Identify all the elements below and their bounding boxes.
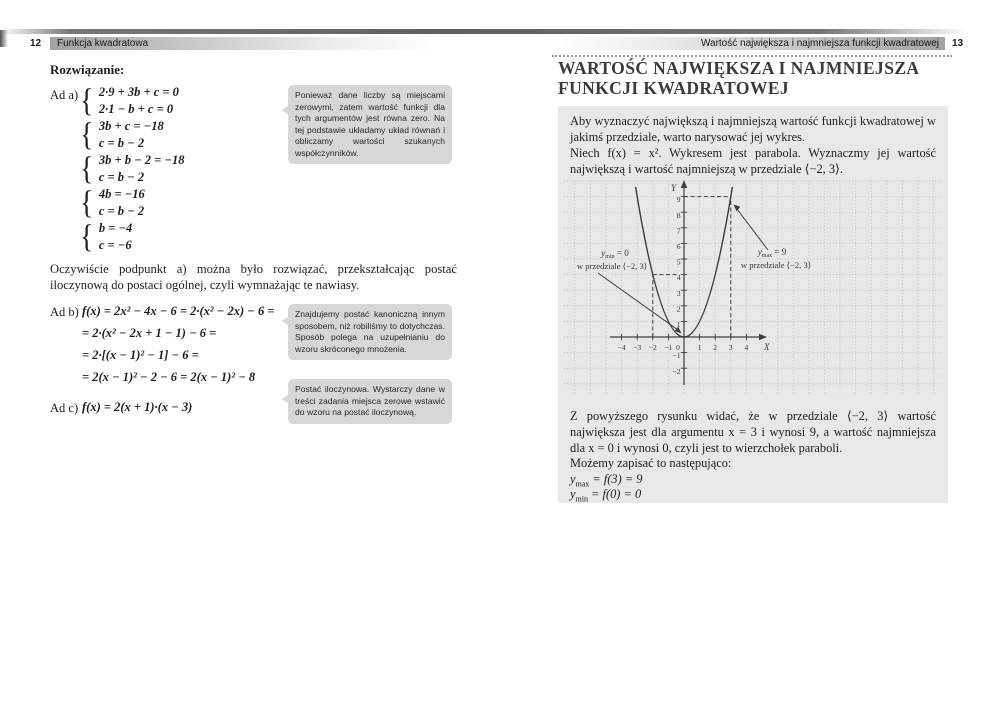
section-title-line1: WARTOŚĆ NAJWIĘKSZA I NAJMNIEJSZA: [558, 58, 920, 78]
tick-label: 1: [676, 320, 681, 329]
equation-line: 3b + b − 2 = −18: [98, 153, 185, 167]
tick-label: 4: [744, 343, 749, 352]
equation-system: [80, 84, 290, 118]
equation-line: = 2·(x² − 2x + 1 − 1) − 6 =: [82, 326, 217, 340]
annotation-ymin-label: $y_{min} = 0$: [601, 248, 629, 260]
header-bar-right: [563, 37, 945, 50]
note-line: Możemy zapisać to następująco:: [570, 456, 732, 470]
system-brace: {: [80, 219, 94, 255]
annotation-ymax-line2: w przedziale ⟨−2, 3⟩: [740, 260, 812, 270]
tick-label: 3: [728, 343, 733, 352]
annotation-ymax-label: $y_{max} = 9$: [757, 247, 787, 259]
equation-line: f(x) = 2(x + 1)·(x − 3): [82, 400, 193, 414]
callout-tail-icon: [282, 394, 289, 404]
system-brace: {: [80, 151, 94, 187]
section-title-line2: FUNKCJI KWADRATOWEJ: [558, 78, 790, 98]
intro-paragraph: Aby wyznaczyć największą i najmniejszą wartość funkcji kwadratowej w jakimś przedziale, warto narysować jej wykres.: [570, 114, 936, 144]
callout-note-a: [288, 85, 452, 164]
equation-line: = 2(x − 1)² − 2 − 6 = 2(x − 1)² − 8: [82, 370, 256, 384]
equation-line: c = b − 2: [98, 170, 145, 184]
solution-heading: Rozwiązanie:: [50, 62, 125, 77]
equation-line: = 2·[(x − 1)² − 1] − 6 =: [82, 348, 199, 362]
equation-system: [80, 118, 290, 152]
annotation-ymin-line2: w przedziale ⟨−2, 3⟩: [576, 261, 648, 271]
equation-line: c = −6: [98, 238, 132, 252]
axis-label-x: X: [764, 342, 770, 352]
tick-label: −2: [648, 343, 657, 352]
ymax-annotation-arrow: [737, 209, 768, 250]
tick-label: −3: [633, 343, 642, 352]
conclusion-paragraph: Z powyższego rysunku widać, że w przedziale ⟨−2, 3⟩ wartość największa jest dla argumentu x = 3 i wynosi 9, a wartość najmniejsza dla x = 0 i wynosi 0, czyli jest to wierzchołek paraboli.: [570, 409, 936, 455]
header-bar-left: [50, 37, 431, 50]
equation-systems: [80, 84, 290, 254]
ad-b-label: Ad b): [50, 305, 79, 319]
tick-label: 5: [676, 257, 681, 267]
ad-a-label: Ad a): [50, 88, 79, 102]
equation-system: [80, 152, 290, 186]
equation-line: 2·1 − b + c = 0: [98, 102, 174, 116]
tick-label: 3: [676, 288, 681, 298]
ymax-equation: $y_{max} = f(3) = 9$: [570, 472, 643, 489]
body-paragraph: Oczywiście podpunkt a) można było rozwiązać, przekształcając postać iloczynową do postaci ogólnej, czyli wymnażając te nawiasy.: [50, 262, 457, 292]
intro-paragraph: Niech f(x) = x². Wykresem jest parabola. Wyznaczmy jej wartość największą i wartość najmniejszą w przedziale ⟨−2, 3⟩.: [570, 146, 936, 176]
page-edge-shadow: [0, 30, 8, 47]
callout-text: Znajdujemy postać kanoniczną innym sposobem, niż robiliśmy to dotychczas. Sposób polega na uzupełnianiu do wzoru skróconego mnożenia.: [295, 309, 445, 354]
content-panel: [558, 106, 948, 503]
equation-system: [80, 220, 290, 254]
tick-label: 1: [697, 343, 702, 352]
callout-tail-icon: [282, 316, 289, 326]
callout-note-b: [288, 304, 452, 360]
equation-line: 4b = −16: [98, 187, 145, 201]
tick-label: 6: [676, 242, 681, 251]
system-brace: {: [80, 83, 94, 119]
ad-b-equations: [82, 300, 274, 388]
tick-label: −2: [672, 366, 681, 376]
ymin-equation: $y_{min} = f(0) = 0$: [570, 487, 642, 504]
page-number-right: 13: [952, 38, 964, 49]
tick-label: −1: [672, 351, 681, 361]
equation-line: f(x) = 2x² − 4x − 6 = 2·(x² − 2x) − 6 =: [82, 304, 275, 318]
callout-note-c: [288, 379, 452, 424]
tick-label: 2: [676, 304, 681, 314]
parabola-graph: [562, 179, 944, 395]
tick-label: 0: [676, 343, 680, 352]
tick-label: 7: [676, 226, 681, 236]
grid-lines: [564, 181, 942, 393]
dotted-rule: [552, 55, 952, 57]
equation-line: b = −4: [98, 221, 133, 235]
callout-text: Postać iloczynowa. Wystarczy dane w treści zadania miejsca zerowe wstawić do wzoru na postać iloczynową.: [295, 384, 445, 417]
dashed-guide-lines: [653, 197, 731, 337]
callout-text: Ponieważ dane liczby są miejscami zerowymi, zatem wartość funkcji dla tych argumentów jest równa zero. Na tej podstawie układamy układ równań i obliczamy wartości szukanych współczynników.: [295, 90, 445, 158]
page-top-shadow: [0, 29, 1000, 34]
callout-tail-icon: [282, 105, 289, 115]
system-brace: {: [80, 185, 94, 221]
system-brace: {: [80, 117, 94, 153]
page-number-left: 12: [30, 38, 42, 49]
ad-c-label: Ad c): [50, 401, 79, 415]
equation-line: 2·9 + 3b + c = 0: [98, 85, 179, 99]
tick-label: 9: [676, 195, 681, 205]
ymax-arrowhead-icon: [734, 205, 741, 212]
equation-line: 3b + c = −18: [98, 119, 164, 133]
tick-label: 8: [676, 210, 681, 220]
tick-label: 4: [676, 273, 681, 283]
header-title-left: Funkcja kwadratowa: [57, 38, 149, 49]
section-title: [558, 58, 919, 98]
header-title-right: Wartość największa i najmniejsza funkcji kwadratowej: [700, 38, 939, 49]
tick-label: −1: [664, 343, 673, 352]
equation-line: c = b − 2: [98, 204, 145, 218]
axis-label-y: Y: [670, 183, 676, 193]
x-axis-arrow-icon: [759, 334, 767, 340]
tick-label: −4: [617, 343, 626, 352]
equation-system: [80, 186, 290, 220]
equation-line: c = b − 2: [98, 136, 145, 150]
tick-label: 2: [713, 343, 718, 352]
